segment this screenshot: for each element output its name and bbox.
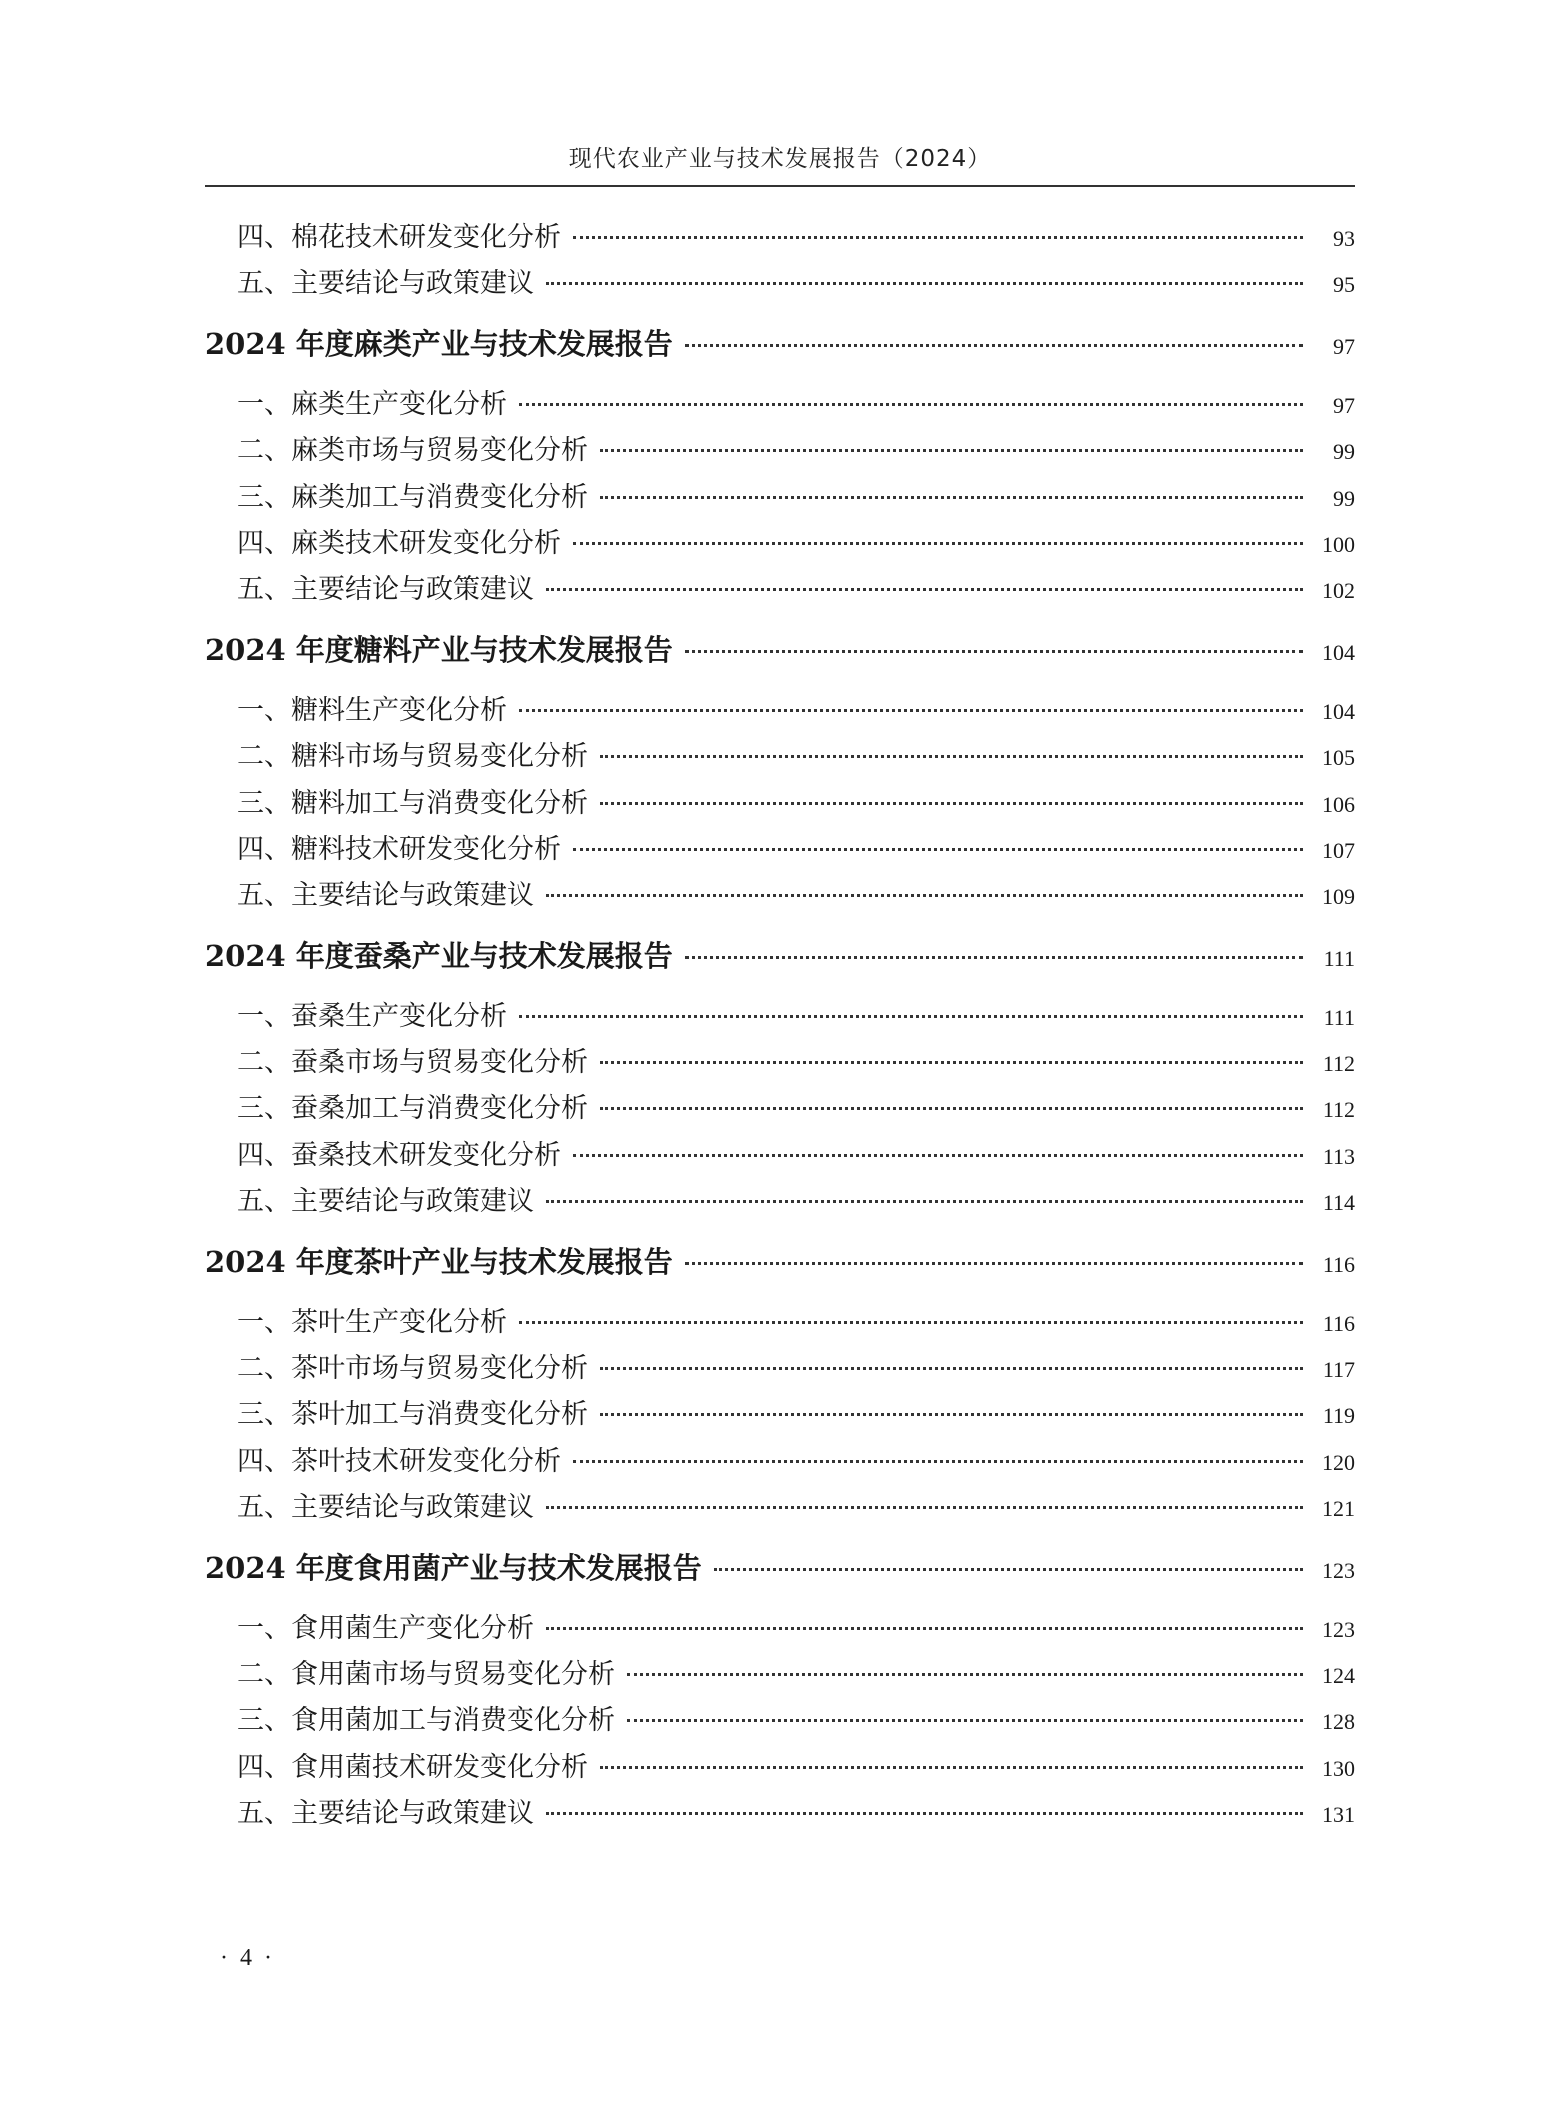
toc-page-number: 112	[1322, 1097, 1355, 1123]
toc-entry[interactable]	[205, 428, 1355, 474]
dot-leader	[600, 1367, 1303, 1370]
dot-leader	[685, 344, 1303, 347]
toc-page-number: 104	[1322, 639, 1355, 665]
toc-chapter[interactable]	[205, 1240, 1355, 1300]
toc-entry[interactable]	[205, 1346, 1355, 1392]
toc-page-number: 124	[1322, 1662, 1355, 1688]
toc-entry[interactable]	[205, 521, 1355, 567]
toc-label: 一、糖料生产变化分析	[237, 694, 507, 726]
toc-page-number: 116	[1322, 1310, 1355, 1336]
dot-leader	[627, 1673, 1303, 1676]
dot-leader	[573, 236, 1303, 239]
toc-page-number: 100	[1322, 531, 1355, 557]
toc-page-number: 119	[1322, 1403, 1355, 1429]
toc-label: 四、茶叶技术研发变化分析	[237, 1445, 561, 1477]
toc-page-number: 102	[1322, 578, 1355, 604]
toc-page-number: 128	[1322, 1709, 1355, 1735]
dot-leader	[600, 1766, 1303, 1769]
toc-label: 一、茶叶生产变化分析	[237, 1306, 507, 1338]
toc-entry[interactable]	[205, 1698, 1355, 1744]
page-number: · 4 ·	[220, 1945, 275, 1971]
toc-entry[interactable]	[205, 1606, 1355, 1652]
toc-entry[interactable]	[205, 1791, 1355, 1837]
toc-page-number: 93	[1333, 226, 1355, 251]
toc-label: 四、麻类技术研发变化分析	[237, 527, 561, 559]
toc-chapter[interactable]	[205, 628, 1355, 688]
table-of-contents	[205, 215, 1355, 1838]
toc-label: 2024 年度麻类产业与技术发展报告	[205, 326, 673, 361]
toc-label: 2024 年度食用菌产业与技术发展报告	[205, 1550, 702, 1585]
toc-page-number: 121	[1322, 1496, 1355, 1522]
toc-page-number: 131	[1322, 1802, 1355, 1828]
toc-label: 二、茶叶市场与贸易变化分析	[237, 1353, 588, 1385]
toc-label: 2024 年度蚕桑产业与技术发展报告	[205, 938, 673, 973]
dot-leader	[600, 755, 1303, 758]
toc-label: 五、主要结论与政策建议	[237, 1186, 534, 1218]
dot-leader	[519, 1321, 1303, 1324]
toc-label: 三、糖料加工与消费变化分析	[237, 787, 588, 819]
dot-leader	[546, 588, 1303, 591]
toc-label: 五、主要结论与政策建议	[237, 574, 534, 606]
toc-entry[interactable]	[205, 475, 1355, 521]
dot-leader	[600, 496, 1303, 499]
toc-page-number: 116	[1322, 1251, 1355, 1277]
toc-label: 二、麻类市场与贸易变化分析	[237, 435, 588, 467]
toc-label: 四、食用菌技术研发变化分析	[237, 1751, 588, 1783]
toc-label: 五、主要结论与政策建议	[237, 268, 534, 300]
toc-entry[interactable]	[205, 567, 1355, 613]
toc-label: 二、食用菌市场与贸易变化分析	[237, 1658, 615, 1690]
dot-leader	[600, 1107, 1303, 1110]
toc-page-number: 111	[1323, 1004, 1355, 1030]
toc-label: 三、蚕桑加工与消费变化分析	[237, 1093, 588, 1125]
toc-entry[interactable]	[205, 688, 1355, 734]
toc-page-number: 123	[1322, 1616, 1355, 1642]
running-header: 现代农业产业与技术发展报告（2024）	[568, 146, 992, 172]
toc-page-number: 113	[1322, 1143, 1355, 1169]
dot-leader	[600, 802, 1303, 805]
dot-leader	[519, 403, 1303, 406]
toc-label: 2024 年度茶叶产业与技术发展报告	[205, 1244, 673, 1279]
toc-chapter[interactable]	[205, 322, 1355, 382]
toc-page-number: 95	[1333, 272, 1355, 298]
toc-entry[interactable]	[205, 1439, 1355, 1485]
toc-entry[interactable]	[205, 781, 1355, 827]
toc-page-number: 99	[1333, 485, 1355, 511]
toc-page-number: 117	[1322, 1357, 1355, 1383]
toc-entry[interactable]	[205, 1485, 1355, 1531]
header-rule	[205, 185, 1355, 187]
toc-entry[interactable]	[205, 1040, 1355, 1086]
dot-leader	[573, 848, 1303, 851]
toc-label: 二、糖料市场与贸易变化分析	[237, 741, 588, 773]
toc-entry[interactable]	[205, 994, 1355, 1040]
toc-entry[interactable]	[205, 1086, 1355, 1132]
toc-label: 三、食用菌加工与消费变化分析	[237, 1705, 615, 1737]
toc-page-number: 97	[1333, 333, 1355, 359]
toc-entry[interactable]	[205, 827, 1355, 873]
toc-label: 2024 年度糖料产业与技术发展报告	[205, 632, 673, 667]
toc-label: 五、主要结论与政策建议	[237, 1492, 534, 1524]
dot-leader	[685, 1262, 1303, 1265]
toc-page-number: 107	[1322, 837, 1355, 863]
toc-label: 一、麻类生产变化分析	[237, 388, 507, 420]
toc-label: 一、食用菌生产变化分析	[237, 1612, 534, 1644]
toc-entry[interactable]	[205, 1300, 1355, 1346]
dot-leader	[600, 1061, 1303, 1064]
toc-entry[interactable]	[205, 1133, 1355, 1179]
toc-chapter[interactable]	[205, 1546, 1355, 1606]
toc-page-number: 130	[1322, 1755, 1355, 1781]
toc-label: 五、主要结论与政策建议	[237, 880, 534, 912]
toc-page-number: 99	[1333, 439, 1355, 465]
dot-leader	[573, 1460, 1303, 1463]
dot-leader	[546, 282, 1303, 285]
dot-leader	[546, 1812, 1303, 1815]
toc-label: 二、蚕桑市场与贸易变化分析	[237, 1047, 588, 1079]
toc-label: 四、蚕桑技术研发变化分析	[237, 1139, 561, 1171]
toc-page-number: 106	[1322, 791, 1355, 817]
toc-label: 五、主要结论与政策建议	[237, 1798, 534, 1830]
toc-page-number: 112	[1322, 1051, 1355, 1077]
dot-leader	[600, 1413, 1303, 1416]
dot-leader	[714, 1568, 1303, 1571]
toc-page-number: 123	[1322, 1557, 1355, 1583]
toc-entry[interactable]	[205, 261, 1355, 307]
toc-entry[interactable]	[205, 1652, 1355, 1698]
toc-page-number: 114	[1322, 1190, 1355, 1216]
toc-label: 四、棉花技术研发变化分析	[237, 222, 561, 253]
toc-label: 一、蚕桑生产变化分析	[237, 1000, 507, 1032]
dot-leader	[519, 1015, 1303, 1018]
dot-leader	[685, 650, 1303, 653]
toc-page-number: 97	[1333, 392, 1355, 418]
dot-leader	[573, 542, 1303, 545]
dot-leader	[546, 1627, 1303, 1630]
dot-leader	[685, 956, 1303, 959]
toc-label: 三、茶叶加工与消费变化分析	[237, 1399, 588, 1431]
toc-chapter[interactable]	[205, 934, 1355, 994]
toc-entry[interactable]	[205, 734, 1355, 780]
dot-leader	[627, 1719, 1303, 1722]
toc-entry[interactable]	[205, 215, 1355, 261]
toc-page-number: 105	[1322, 745, 1355, 771]
dot-leader	[546, 894, 1303, 897]
dot-leader	[546, 1200, 1303, 1203]
toc-entry[interactable]	[205, 1179, 1355, 1225]
toc-page-number: 120	[1322, 1449, 1355, 1475]
toc-entry[interactable]	[205, 1392, 1355, 1438]
dot-leader	[600, 449, 1303, 452]
toc-label: 四、糖料技术研发变化分析	[237, 833, 561, 865]
dot-leader	[573, 1154, 1303, 1157]
dot-leader	[519, 709, 1303, 712]
toc-entry[interactable]	[205, 1745, 1355, 1791]
toc-entry[interactable]	[205, 382, 1355, 428]
toc-page-number: 104	[1322, 698, 1355, 724]
toc-page-number: 111	[1323, 945, 1355, 971]
toc-label: 三、麻类加工与消费变化分析	[237, 481, 588, 513]
dot-leader	[546, 1506, 1303, 1509]
toc-page-number: 109	[1322, 884, 1355, 910]
toc-entry[interactable]	[205, 873, 1355, 919]
